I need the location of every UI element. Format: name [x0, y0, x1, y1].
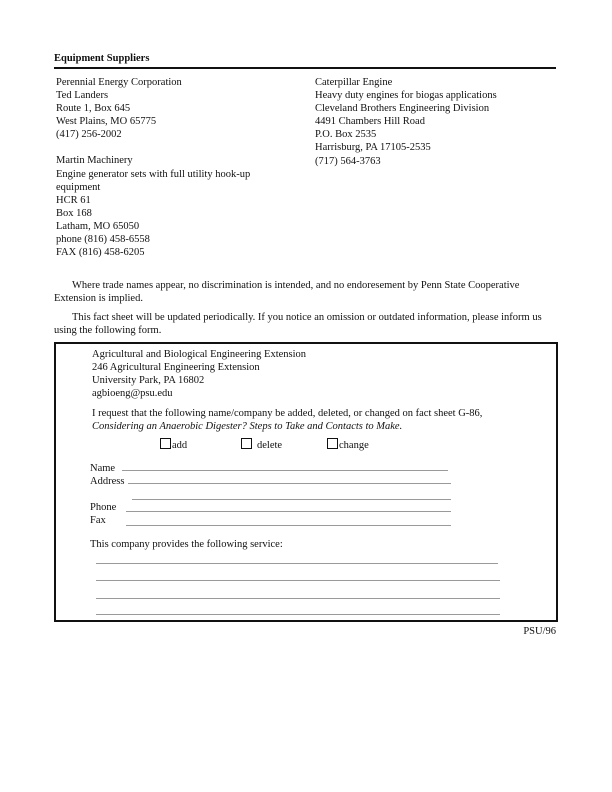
add-checkbox[interactable] — [160, 438, 171, 449]
supplier-line: (417) 256-2002 — [56, 129, 122, 141]
supplier-martin-machinery — [56, 154, 271, 259]
supplier-line: Cleveland Brothers Engineering Division — [315, 103, 490, 115]
supplier-perennial-energy — [56, 76, 271, 141]
service-field-line-1[interactable] — [96, 563, 498, 564]
supplier-line: West Plains, MO 65775 — [56, 116, 157, 128]
supplier-line: Perennial Energy Corporation — [56, 77, 182, 88]
fact-sheet-title: Considering an Anaerobic Digester? Steps to Take and Contacts to Make. — [92, 421, 403, 433]
supplier-line: HCR 61 — [56, 194, 91, 206]
mailing-address — [92, 348, 306, 400]
suppliers-right-column — [315, 76, 555, 168]
supplier-line: Latham, MO 65050 — [56, 220, 140, 232]
email-address: agbioeng@psu.edu — [92, 388, 173, 400]
address-field-line-2[interactable] — [132, 499, 451, 500]
phone-field[interactable] — [126, 511, 451, 512]
supplier-line: Ted Landers — [56, 90, 109, 102]
disclaimer-paragraph: Where trade names appear, no discrimination is intended, and no endoresement by Penn State Cooperative Extension is implied. — [54, 280, 520, 305]
supplier-line: Harrisburg, PA 17105-2535 — [315, 142, 431, 154]
service-field-line-2[interactable] — [96, 580, 500, 581]
request-line: I request that the following name/company be added, deleted, or changed on fact sheet G-86, — [92, 408, 483, 419]
change-checkbox[interactable] — [327, 438, 338, 449]
request-statement — [92, 407, 542, 433]
supplier-caterpillar-engine — [315, 76, 555, 168]
supplier-line: 4491 Chambers Hill Road — [315, 116, 425, 128]
service-field-line-4[interactable] — [96, 614, 500, 615]
option-add[interactable] — [160, 438, 187, 452]
supplier-line: Caterpillar Engine — [315, 77, 393, 88]
supplier-line: P.O. Box 2535 — [315, 129, 377, 141]
delete-label: delete — [257, 440, 283, 451]
service-field-line-3[interactable] — [96, 598, 500, 599]
change-label: change — [339, 440, 369, 451]
publication-code: PSU/96 — [523, 626, 556, 637]
address-line: University Park, PA 16802 — [92, 375, 205, 387]
supplier-line: Heavy duty engines for biogas applications — [315, 90, 497, 102]
update-request-form — [54, 342, 558, 622]
option-change[interactable] — [327, 438, 369, 452]
fax-field[interactable] — [126, 525, 451, 526]
service-label: This company provides the following service: — [90, 539, 283, 550]
supplier-line: Engine generator sets with full utility hook-up equipment — [56, 168, 251, 193]
supplier-line: Route 1, Box 645 — [56, 103, 131, 115]
supplier-line: FAX (816) 458-6205 — [56, 247, 145, 259]
address-label: Address — [90, 476, 125, 487]
option-delete[interactable] — [241, 438, 282, 452]
supplier-line: (717) 564-3763 — [315, 155, 381, 167]
add-label: add — [172, 440, 188, 451]
name-field[interactable] — [122, 470, 448, 471]
section-title: Equipment Suppliers — [54, 53, 150, 64]
supplier-line: Martin Machinery — [56, 155, 133, 167]
address-line: 246 Agricultural Engineering Extension — [92, 362, 260, 374]
phone-label: Phone — [90, 502, 117, 513]
supplier-line: Box 168 — [56, 207, 92, 219]
name-label: Name — [90, 463, 116, 474]
delete-checkbox[interactable] — [241, 438, 252, 449]
title-divider — [54, 67, 556, 69]
update-note-paragraph: This fact sheet will be updated periodically. If you notice an omission or outdated information, please inform us using the following form. — [54, 312, 542, 337]
address-field[interactable] — [128, 483, 451, 484]
supplier-line: phone (816) 458-6558 — [56, 234, 150, 246]
suppliers-left-column — [56, 76, 271, 259]
address-line: Agricultural and Biological Engineering Extension — [92, 349, 307, 360]
fax-label: Fax — [90, 515, 106, 526]
